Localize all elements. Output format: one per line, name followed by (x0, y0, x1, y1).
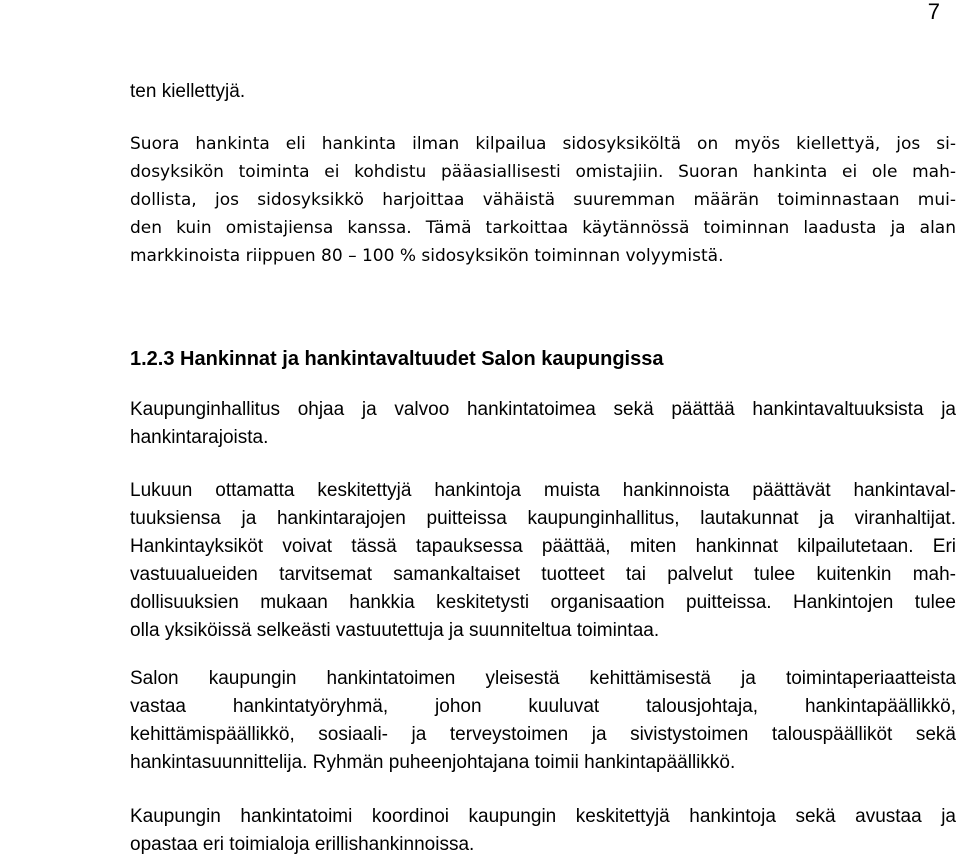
paragraph-line: dollista, jos sidosyksikkö harjoittaa vähäistä suuremman määrän toiminnastaan mui- (130, 190, 956, 210)
paragraph-coordination (130, 803, 956, 859)
paragraph-decentralized-procurement (130, 477, 956, 645)
paragraph-line: Salon kaupungin hankintatoimen yleisestä kehittämisestä ja toimintaperiaatteista (130, 668, 956, 689)
paragraph-line: hankintasuunnittelija. Ryhmän puheenjohtajana toimii hankintapäällikkö. (130, 752, 736, 773)
paragraph-line: dosyksikön toiminta ei kohdistu pääasiallisesti omistajiin. Suoran hankinta ei ole mah- (130, 162, 956, 182)
page-number: 7 (927, 0, 940, 24)
paragraph-line: den kuin omistajiensa kanssa. Tämä tarkoittaa käytännössä toiminnan laadusta ja alan (130, 218, 956, 238)
paragraph-line: opastaa eri toimialoja erillishankinnoissa. (130, 834, 475, 855)
paragraph-line: tuuksiensa ja hankintarajojen puitteissa kaupunginhallitus, lautakunnat ja viranhaltijat. (130, 508, 956, 529)
paragraph-line: Hankintayksiköt voivat tässä tapauksessa päättää, miten hankinnat kilpailutetaan. Eri (130, 536, 956, 557)
paragraph-line: hankintarajoista. (130, 427, 269, 448)
intro-line: ten kiellettyjä. (130, 81, 246, 102)
paragraph-line: vastuualueiden tarvitsemat samankaltaiset tuotteet tai palvelut tulee kuitenkin mah- (130, 564, 956, 585)
paragraph-line: Kaupungin hankintatoimi koordinoi kaupungin keskitettyjä hankintoja sekä avustaa ja (130, 806, 956, 827)
paragraph-direct-procurement (130, 130, 956, 270)
paragraph-line: vastaa hankintatyöryhmä, johon kuuluvat talousjohtaja, hankintapäällikkö, (130, 696, 956, 717)
paragraph-line: dollisuuksien mukaan hankkia keskitetysti organisaation puitteissa. Hankintojen tulee (130, 592, 956, 613)
intro-fragment (130, 78, 956, 106)
paragraph-line: Suora hankinta eli hankinta ilman kilpailua sidosyksiköltä on myös kiellettyä, jos si- (130, 134, 956, 154)
paragraph-line: Lukuun ottamatta keskitettyjä hankintoja muista hankinnoista päättävät hankintaval- (130, 480, 956, 501)
paragraph-city-board (130, 396, 956, 452)
paragraph-working-group (130, 665, 956, 777)
section-heading: 1.2.3 Hankinnat ja hankintavaltuudet Salon kaupungissa (130, 348, 664, 370)
paragraph-line: Kaupunginhallitus ohjaa ja valvoo hankintatoimea sekä päättää hankintavaltuuksista ja (130, 399, 956, 420)
paragraph-line: olla yksiköissä selkeästi vastuutettuja ja suunniteltua toimintaa. (130, 620, 660, 641)
paragraph-line: kehittämispäällikkö, sosiaali- ja terveystoimen ja sivistystoimen talouspäälliköt sekä (130, 724, 956, 745)
paragraph-line: markkinoista riippuen 80 – 100 % sidosyksikön toiminnan volyymistä. (130, 246, 724, 266)
